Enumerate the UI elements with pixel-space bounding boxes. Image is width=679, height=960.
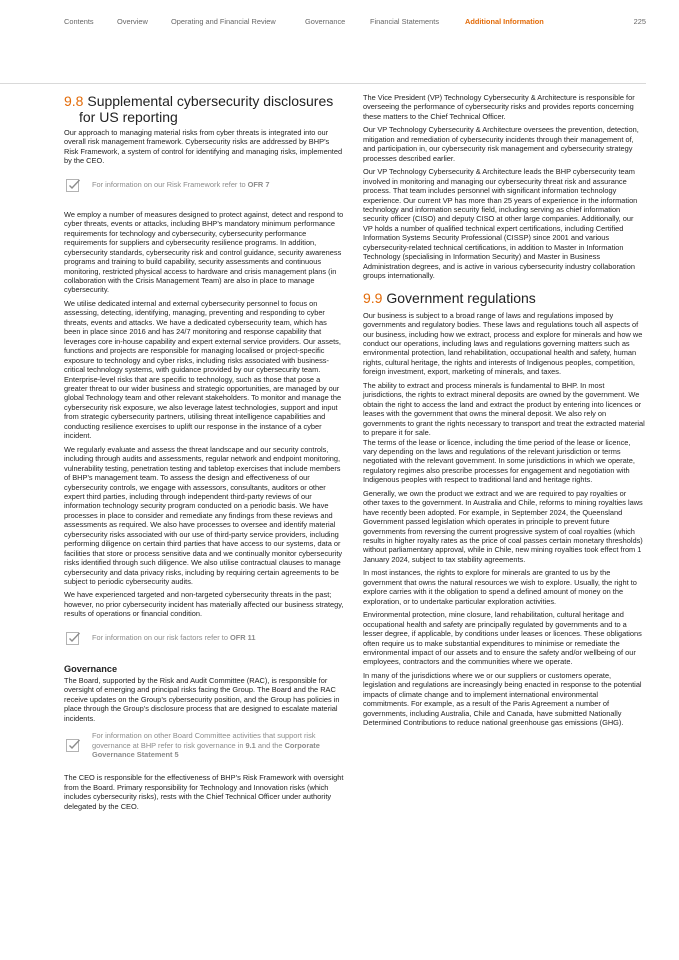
cross-reference-callout <box>64 731 344 759</box>
nav-link-financial-statements[interactable]: Financial Statements <box>370 17 440 26</box>
section-title-continued: for US reporting <box>79 109 178 125</box>
header-divider <box>0 83 646 84</box>
callout-text: For information on other Board Committee activities that support risk governance at BHP refer to risk governance in 9.1 and the Corporate Governance Statement 5 <box>92 731 320 760</box>
paragraph: We utilise dedicated internal and external cybersecurity personnel to focus on assessing, detecting, identifying, managing, preventing and responding to cyber threats, events and attacks. We have a dedicated cybersecurity team, which has been in place since 2016 and has 24/7 monitoring and response capability that leverages core in-house capability and expert external service providers. Our assets, functions and projects are responsible for managing localised or project-specific exposure to technology and cyber risks, including risks associated with business-critical technology systems, with guidance provided by our cybersecurity team. Enterprise-level risks that are specific to technology, such as those that pose a greater threat to our wider business and strategic opportunities, are managed by our global Technology team and other relevant stakeholders. To monitor and manage the cybersecurity risk exposure, we also leverage latest technologies, support and input from strategic cybersecurity partners, utilising threat intelligence capabilities and conducting resilience exercises to uplift our response in the instance of a cyber incident. <box>64 298 342 441</box>
nav-link-governance[interactable]: Governance <box>305 17 346 26</box>
callout-text: For information on our Risk Framework refer to OFR 7 <box>92 180 270 190</box>
section-title: Government regulations <box>386 289 536 306</box>
nav-link-overview[interactable]: Overview <box>117 17 148 26</box>
cross-reference-callout <box>64 176 344 194</box>
section-9-9-heading <box>363 290 645 306</box>
section-title: Supplemental cybersecurity disclosures <box>87 93 334 109</box>
nav-link-contents[interactable]: Contents <box>64 17 94 26</box>
paragraph: The Vice President (VP) Technology Cybersecurity & Architecture is responsible for overseeing the performance of cybersecurity risks and provides reports concerning these matters to the Chief Technical Officer. <box>363 93 635 121</box>
right-column <box>363 93 645 732</box>
cross-reference-icon <box>64 629 82 647</box>
section-9-8-heading <box>64 93 344 125</box>
paragraph: Generally, we own the product we extract and we are required to pay royalties or other taxes to the government. In Australia and Chile, reforms to mining royalties laws have recently been adopted. For example, in September 2024, the Queensland Government passed legislation which operates in principle to prevent future governments from reversing the current progressive system of coal royalties (which results in higher royalty rates as the price of coal passes certain monetary thresholds) without parliamentary approval, while in Chile, new mining royalties took effect from 1 January 2024, subject to tax stability agreements. <box>363 488 643 564</box>
section-number: 9.8 <box>64 93 84 109</box>
paragraph: In many of the jurisdictions where we or our suppliers or customers operate, legislation and regulations are increasingly being enacted in response to the potential impacts of climate change and to implement international environmental commitments. For example, as a result of the Paris Agreement a number of governments, including Australia, Chile and Canada, have submitted Nationally Determined Contributions to reduce national greenhouse gas emissions (GHG). <box>363 670 642 728</box>
paragraph: We have experienced targeted and non-targeted cybersecurity threats in the past; however, no prior cybersecurity incident has materially affected our business strategy, results of operations or financial condition. <box>64 590 344 619</box>
callout-text: For information on our risk factors refer to OFR 11 <box>92 633 256 643</box>
top-navigation <box>64 17 646 29</box>
nav-link-additional-information[interactable]: Additional Information <box>465 17 544 26</box>
cross-reference-icon <box>64 176 82 194</box>
paragraph: We employ a number of measures designed to protect against, detect and respond to cyber threats, events or attacks, including BHP’s mandatory minimum performance requirements for technology and cybersecurity, cybersecurity performance requirements for suppliers and cybersecurity resilience programs. In addition, cybersecurity standards, cybersecurity risk and control guidance, security awareness programs and training to build capability, security assessments and continuous monitoring, restricted physical access to hardware and crisis management plans (in collaboration with the Crisis Management Team) are also in place to manage cybersecurity. <box>64 209 344 295</box>
left-column <box>64 93 344 815</box>
paragraph: The CEO is responsible for the effectiveness of BHP’s Risk Framework with oversight from the Board. Primary responsibility for Technology and Innovation risks (which includes cybersecurity risks), rests with the Chief Technical Officer under authority delegated by the CEO. <box>64 773 344 811</box>
section-number: 9.9 <box>363 289 383 306</box>
paragraph: Environmental protection, mine closure, land rehabilitation, cultural heritage and occupational health and safety are principally regulated by governments and to a lesser degree, if applicable, by conditions under leases or licences. These obligations often require us to make substantial expenditures to minimise or remediate the environmental impact of our assets and to ensure the safety and/or wellbeing of our employees, contractors and the communities where we operate. <box>363 610 642 667</box>
callout-reference-link[interactable]: 9.1 <box>245 740 256 750</box>
callout-reference-link[interactable]: Corporate Governance Statement 5 <box>92 740 320 760</box>
cross-reference-icon <box>64 736 82 754</box>
paragraph: We regularly evaluate and assess the threat landscape and our security controls, including through audits and assessments, regular network and endpoint monitoring, vulnerability testing, penetration testing and tabletop exercises that include members of BHP’s management team. To assess the design and effectiveness of our cybersecurity controls, we engage with assessors, consultants, auditors or other expert third parties, including through independent third-party reviews of our information technology security program conducted on a periodic basis. We have processes in place to consider and remediate any findings from these reviews and assessments as required. We also have processes to oversee and identify material cybersecurity risks associated with our use of third-party service providers, including performing diligence on certain third parties that have access to our systems, data or facilities that store or process sensitive data and we continually monitor cybersecurity risks identified through such diligence. We also utilise contractual clauses to manage cybersecurity and data privacy risks, including by requiring certain agreements to be subject to periodic cybersecurity audits. <box>64 444 343 587</box>
paragraph: Our VP Technology Cybersecurity & Architecture leads the BHP cybersecurity team involved in monitoring and managing our cybersecurity threat risk and assurance process. That team includes personnel with significant information technology experience. Our current VP has more than 25 years of experience in the information technology and information security field, including serving as chief information security officer (CISO) and deputy CISO at other large companies. Additionally, our VP holds a number of qualified technical expert certifications, including Certified Information Systems Security Professional (CISSP) since 2001 and various cybersecurity-related technical certifications, in addition to Master in Information Technology (specialising in Information Security) and Master in Business Administration degrees, and is active in various cybersecurity industry collaboration groups internationally. <box>363 167 638 281</box>
paragraph: The terms of the lease or licence, including the time period of the lease or licence, vary depending on the laws and regulations of the relevant jurisdiction or terms negotiated with the relevant government. In some jurisdictions in which we operate, regulatory regimes also prescribe processes for engagement and negotiation with Indigenous peoples with respect to traditional land and heritage rights. <box>363 437 635 485</box>
paragraph: The Board, supported by the Risk and Audit Committee (RAC), is responsible for oversight of emerging and principal risks facing the Group. The Board and the RAC receive updates on the Group’s cybersecurity position, and the Group has policies in place through the Group’s disclosure process that are designed to escalate material incidents. <box>64 675 340 723</box>
callout-reference-link[interactable]: OFR 7 <box>247 180 270 190</box>
paragraph: In most instances, the rights to explore for minerals are granted to us by the government that owns the natural resources we wish to explore. Usually, the right to explore carries with it the obligation to spend a defined amount of money on the exploration, or to undertake particular exploration activities. <box>363 568 637 606</box>
paragraph: Our VP Technology Cybersecurity & Architecture oversees the prevention, detection, mitigation and remediation of cybersecurity incidents through their management of, and participation in, our cybersecurity risk management and cybersecurity strategy processes described earlier. <box>363 125 639 163</box>
page-number: 225 <box>633 17 646 26</box>
paragraph: Our business is subject to a broad range of laws and regulations imposed by governments and regulatory bodies. These laws and regulations touch all aspects of our business, including how we extract, process and explore for minerals and how we conduct our operations, including laws and regulations governing matters such as environmental protection, land rehabilitation, occupational health and safety, human rights, cultural heritage, the rights and interests of Indigenous peoples, competition, foreign investment, export, marketing of minerals, and taxes. <box>363 310 643 377</box>
nav-link-operating-financial-review[interactable]: Operating and Financial Review <box>171 17 276 26</box>
governance-heading: Governance <box>64 663 118 674</box>
paragraph: The ability to extract and process minerals is fundamental to BHP. In most jurisdictions, the rights to extract mineral deposits are owned by the government. We obtain the right to access the land and extract the product by entering into licences or leases with the government that owns the mineral deposit. We also rely on governments to grant the rights necessary to transport and treat the extracted material to prepare it for sale. <box>363 380 645 438</box>
cross-reference-callout <box>64 629 344 647</box>
callout-reference-link[interactable]: OFR 11 <box>230 633 256 643</box>
paragraph: Our approach to managing material risks from cyber threats is integrated into our overall risk management framework. Cybersecurity risks are addressed by BHP’s Risk Framework, a system of control for identifying and managing risks, implemented by the CEO. <box>64 128 343 166</box>
